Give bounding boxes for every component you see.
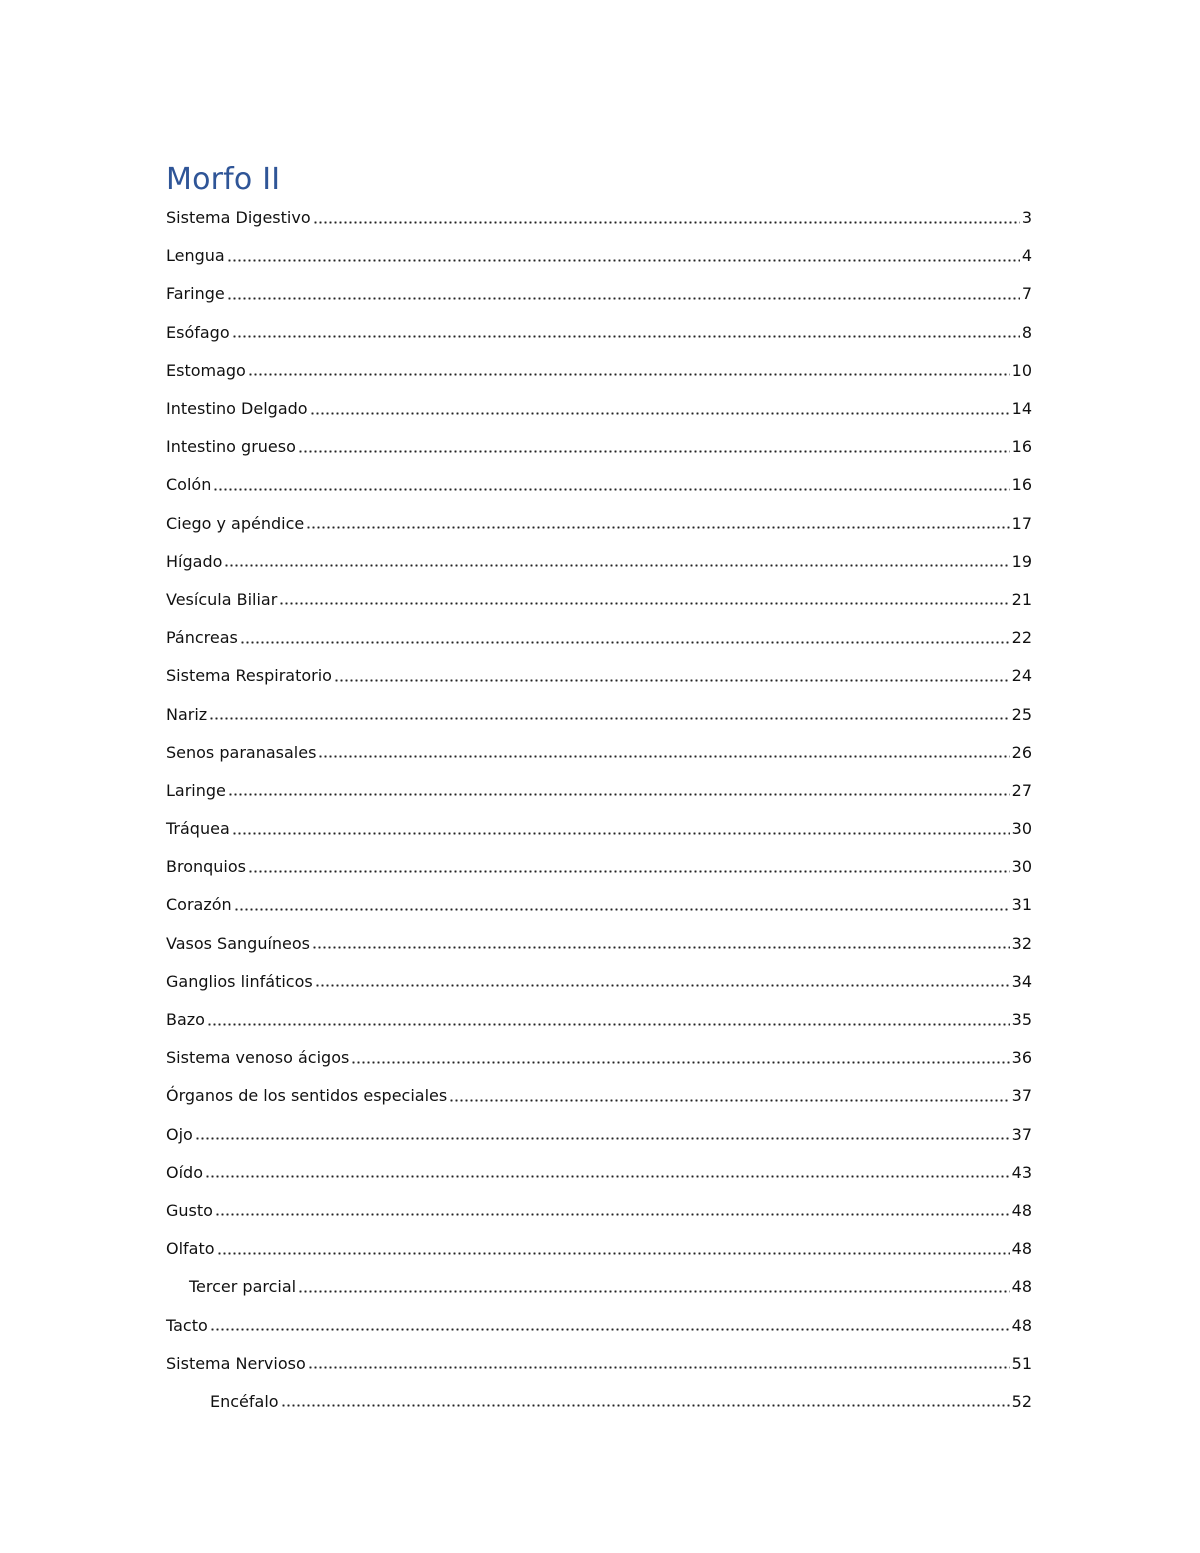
dot-leader — [449, 1099, 1009, 1102]
toc-entry-label: Lengua — [166, 246, 225, 266]
toc-entry-page-number: 51 — [1011, 1353, 1032, 1373]
toc-entry-page-number: 32 — [1011, 933, 1032, 953]
dot-leader — [248, 870, 1010, 873]
toc-entry[interactable] — [166, 695, 1032, 733]
dot-leader — [232, 832, 1010, 835]
toc-entry[interactable] — [166, 963, 1032, 1001]
toc-entry-label: Nariz — [166, 704, 208, 724]
toc-entry-page-number: 7 — [1021, 284, 1032, 304]
toc-entry-label: Sistema Digestivo — [166, 208, 311, 228]
toc-entry[interactable] — [166, 1345, 1032, 1383]
dot-leader — [313, 221, 1020, 224]
toc-entry-page-number: 52 — [1011, 1391, 1032, 1411]
dot-leader — [227, 297, 1020, 300]
toc-entry-page-number: 48 — [1011, 1239, 1032, 1259]
toc-entry-label: Sistema venoso ácigos — [166, 1048, 350, 1068]
toc-entry[interactable] — [166, 810, 1032, 848]
toc-entry[interactable] — [166, 657, 1032, 695]
toc-entry-label: Encéfalo — [210, 1391, 279, 1411]
toc-entry[interactable] — [166, 390, 1032, 428]
toc-entry-label: Hígado — [166, 551, 223, 571]
toc-entry-page-number: 30 — [1011, 819, 1032, 839]
toc-entry-label: Vesícula Biliar — [166, 589, 278, 609]
dot-leader — [227, 259, 1020, 262]
toc-entry-label: Sistema Nervioso — [166, 1353, 306, 1373]
toc-entry[interactable] — [166, 581, 1032, 619]
toc-entry[interactable] — [166, 466, 1032, 504]
toc-entry-label: Ojo — [166, 1124, 193, 1144]
dot-leader — [205, 1175, 1010, 1178]
table-of-contents — [166, 199, 1032, 1421]
dot-leader — [315, 984, 1010, 987]
toc-entry-page-number: 43 — [1011, 1162, 1032, 1182]
toc-entry[interactable] — [166, 275, 1032, 313]
toc-entry[interactable] — [166, 886, 1032, 924]
dot-leader — [217, 1252, 1010, 1255]
toc-entry-label: Faringe — [166, 284, 225, 304]
dot-leader — [213, 488, 1009, 491]
toc-entry-label: Estomago — [166, 360, 246, 380]
toc-entry-page-number: 36 — [1011, 1048, 1032, 1068]
toc-entry[interactable] — [166, 237, 1032, 275]
toc-entry-page-number: 3 — [1021, 208, 1032, 228]
toc-entry-label: Intestino grueso — [166, 437, 296, 457]
toc-entry-page-number: 24 — [1011, 666, 1032, 686]
toc-entry-page-number: 16 — [1011, 437, 1032, 457]
dot-leader — [240, 641, 1010, 644]
toc-entry-page-number: 14 — [1011, 399, 1032, 419]
toc-entry-page-number: 22 — [1011, 628, 1032, 648]
dot-leader — [306, 526, 1009, 529]
toc-entry-label: Sistema Respiratorio — [166, 666, 332, 686]
toc-entry-label: Ganglios linfáticos — [166, 971, 313, 991]
toc-entry[interactable] — [166, 199, 1032, 237]
document-title: Morfo II — [166, 162, 281, 197]
toc-entry-label: Colón — [166, 475, 212, 495]
toc-entry-page-number: 48 — [1011, 1200, 1032, 1220]
toc-entry[interactable] — [166, 505, 1032, 543]
toc-entry-label: Olfato — [166, 1239, 215, 1259]
toc-entry[interactable] — [166, 1306, 1032, 1344]
toc-entry[interactable] — [166, 1230, 1032, 1268]
toc-entry-label: Corazón — [166, 895, 232, 915]
dot-leader — [248, 373, 1010, 376]
dot-leader — [298, 1290, 1010, 1293]
dot-leader — [334, 679, 1010, 682]
dot-leader — [232, 335, 1020, 338]
toc-entry-page-number: 10 — [1011, 360, 1032, 380]
toc-entry-label: Senos paranasales — [166, 742, 317, 762]
toc-entry-page-number: 35 — [1011, 1010, 1032, 1030]
toc-entry-label: Tercer parcial — [189, 1277, 297, 1297]
toc-entry[interactable] — [166, 1383, 1032, 1421]
dot-leader — [308, 1366, 1010, 1369]
toc-entry-page-number: 37 — [1011, 1124, 1032, 1144]
toc-entry[interactable] — [166, 314, 1032, 352]
toc-entry-page-number: 48 — [1011, 1315, 1032, 1335]
toc-entry-page-number: 16 — [1011, 475, 1032, 495]
toc-entry-page-number: 4 — [1021, 246, 1032, 266]
toc-entry-label: Intestino Delgado — [166, 399, 308, 419]
toc-entry[interactable] — [166, 428, 1032, 466]
dot-leader — [310, 412, 1010, 415]
toc-entry[interactable] — [166, 543, 1032, 581]
dot-leader — [234, 908, 1010, 911]
toc-entry-label: Oído — [166, 1162, 203, 1182]
toc-entry[interactable] — [166, 772, 1032, 810]
toc-entry[interactable] — [166, 619, 1032, 657]
toc-entry-page-number: 48 — [1011, 1277, 1032, 1297]
toc-entry-page-number: 21 — [1011, 589, 1032, 609]
toc-entry[interactable] — [166, 1192, 1032, 1230]
toc-entry-page-number: 30 — [1011, 857, 1032, 877]
dot-leader — [207, 1023, 1010, 1026]
dot-leader — [312, 946, 1010, 949]
toc-entry-page-number: 37 — [1011, 1086, 1032, 1106]
toc-entry-label: Tráquea — [166, 819, 230, 839]
toc-entry-page-number: 31 — [1011, 895, 1032, 915]
toc-entry-page-number: 8 — [1021, 322, 1032, 342]
toc-entry-label: Esófago — [166, 322, 230, 342]
toc-entry-label: Gusto — [166, 1200, 213, 1220]
dot-leader — [318, 755, 1009, 758]
toc-entry[interactable] — [166, 1077, 1032, 1115]
toc-entry[interactable] — [166, 1154, 1032, 1192]
toc-entry-label: Bronquios — [166, 857, 246, 877]
toc-entry-page-number: 19 — [1011, 551, 1032, 571]
toc-entry[interactable] — [166, 734, 1032, 772]
toc-entry-page-number: 26 — [1011, 742, 1032, 762]
toc-entry-page-number: 34 — [1011, 971, 1032, 991]
toc-entry-label: Vasos Sanguíneos — [166, 933, 311, 953]
toc-entry-label: Tacto — [166, 1315, 208, 1335]
dot-leader — [351, 1061, 1009, 1064]
dot-leader — [281, 1404, 1010, 1407]
toc-entry[interactable] — [166, 1001, 1032, 1039]
dot-leader — [195, 1137, 1010, 1140]
toc-entry-label: Órganos de los sentidos especiales — [166, 1086, 448, 1106]
dot-leader — [210, 1328, 1010, 1331]
dot-leader — [215, 1213, 1010, 1216]
dot-leader — [228, 793, 1010, 796]
toc-entry-label: Ciego y apéndice — [166, 513, 305, 533]
toc-entry[interactable] — [166, 1039, 1032, 1077]
toc-entry-page-number: 27 — [1011, 780, 1032, 800]
toc-entry[interactable] — [166, 352, 1032, 390]
toc-entry-label: Laringe — [166, 780, 226, 800]
toc-entry[interactable] — [166, 925, 1032, 963]
dot-leader — [224, 564, 1009, 567]
dot-leader — [279, 602, 1009, 605]
dot-leader — [209, 717, 1009, 720]
toc-entry-label: Páncreas — [166, 628, 238, 648]
toc-entry[interactable] — [166, 1268, 1032, 1306]
toc-entry-label: Bazo — [166, 1010, 205, 1030]
dot-leader — [298, 450, 1010, 453]
toc-entry[interactable] — [166, 848, 1032, 886]
toc-entry[interactable] — [166, 1116, 1032, 1154]
toc-entry-page-number: 25 — [1011, 704, 1032, 724]
toc-entry-page-number: 17 — [1011, 513, 1032, 533]
